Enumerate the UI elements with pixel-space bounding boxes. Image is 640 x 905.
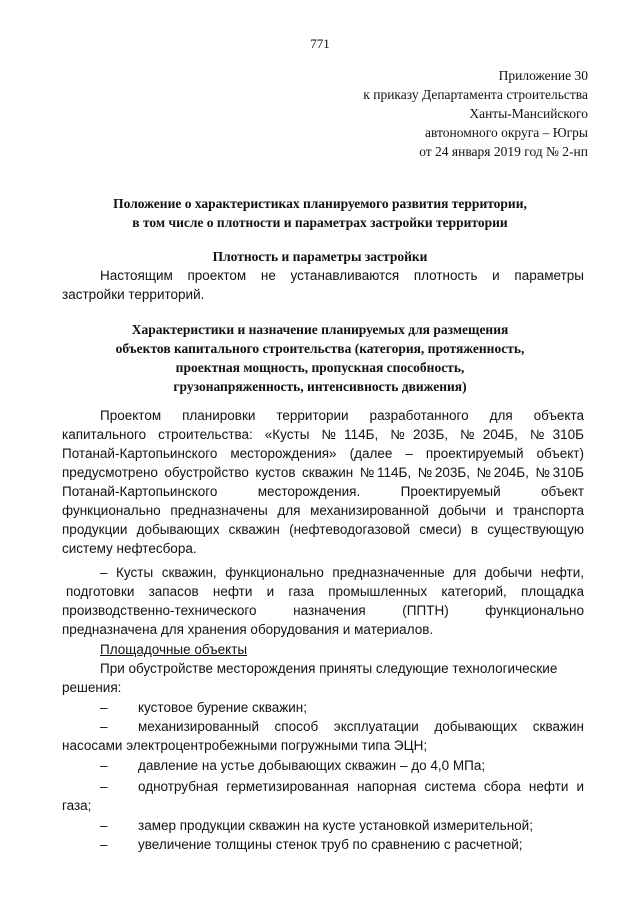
paragraph-line: систему нефтесбора. <box>62 541 197 556</box>
list-item: механизированный способ эксплуатации добывающих скважин <box>138 719 584 734</box>
page-number: 771 <box>310 36 330 51</box>
appendix-line: к приказу Департамента строительства <box>363 87 588 102</box>
list-item-continuation: газа; <box>62 798 92 813</box>
list-item-continuation: насосами электроцентробежными погружными типа ЭЦН; <box>62 738 428 753</box>
paragraph-line: Настоящим проектом не устанавливаются плотность и параметры <box>100 268 584 283</box>
paragraph-line: Проектом планировки территории разработанного для объекта <box>100 408 584 423</box>
list-item: давление на устье добывающих скважин – до 4,0 МПа; <box>138 758 486 773</box>
list-dash: – <box>100 779 108 794</box>
paragraph-line: производственно-технического назначения (ППТН) функционально <box>62 603 584 618</box>
list-item: замер продукции скважин на кусте установкой измерительной; <box>138 818 533 833</box>
list-item: однотрубная герметизированная напорная система сбора нефти и <box>138 779 584 794</box>
paragraph-line: продукции добывающих скважин (нефтеводогазовой смеси) в существующую <box>62 522 584 537</box>
subheading: Площадочные объекты <box>100 642 248 657</box>
appendix-line: Приложение 30 <box>498 68 588 83</box>
appendix-line: от 24 января 2019 год № 2-нп <box>419 144 588 159</box>
paragraph-line: Потанай-Картопьинского месторождения» (далее – проектируемый объект) <box>62 446 584 461</box>
appendix-line: Ханты-Мансийского <box>469 106 588 121</box>
list-dash: – <box>100 758 108 773</box>
appendix-line: автономного округа – Югры <box>425 125 588 140</box>
list-dash: – <box>100 837 108 852</box>
paragraph-line: предусмотрено обустройство кустов скважин №114Б, №203Б, №204Б, №310Б <box>62 465 584 480</box>
document-title-line: Положение о характеристиках планируемого развития территории, <box>113 196 527 211</box>
section-heading: проектная мощность, пропускная способность, <box>175 360 465 375</box>
document-title-line: в том числе о плотности и параметрах застройки территории <box>132 215 508 230</box>
list-dash: – <box>100 719 108 734</box>
section-heading: Характеристики и назначение планируемых для размещения <box>131 322 509 337</box>
section-heading: Плотность и параметры застройки <box>212 249 428 264</box>
list-dash: – <box>100 700 108 715</box>
paragraph-line: функционально предназначены для механизированной добычи и транспорта <box>62 503 584 518</box>
list-item: увеличение толщины стенок труб по сравнению с расчетной; <box>138 837 523 852</box>
paragraph-line: застройки территорий. <box>62 287 205 302</box>
paragraph-line: решения: <box>62 680 122 695</box>
paragraph-line: предназначена для хранения оборудования и материалов. <box>62 622 434 637</box>
paragraph-line: подготовки запасов нефти и газа промышленных категорий, площадка <box>66 584 584 599</box>
section-heading: объектов капитального строительства (категория, протяженность, <box>115 341 525 356</box>
section-heading: грузонапряженность, интенсивность движения) <box>173 379 467 394</box>
paragraph-line: – Кусты скважин, функционально предназначенные для добычи нефти, <box>100 565 584 580</box>
list-item: кустовое бурение скважин; <box>138 700 308 715</box>
paragraph-line: Потанай-Картопьинского месторождения. Проектируемый объект <box>62 484 584 499</box>
list-dash: – <box>100 818 108 833</box>
paragraph-line: При обустройстве месторождения приняты следующие технологические <box>100 661 558 676</box>
paragraph-line: капитального строительства: «Кусты №114Б, №203Б, №204Б, №310Б <box>62 427 584 442</box>
